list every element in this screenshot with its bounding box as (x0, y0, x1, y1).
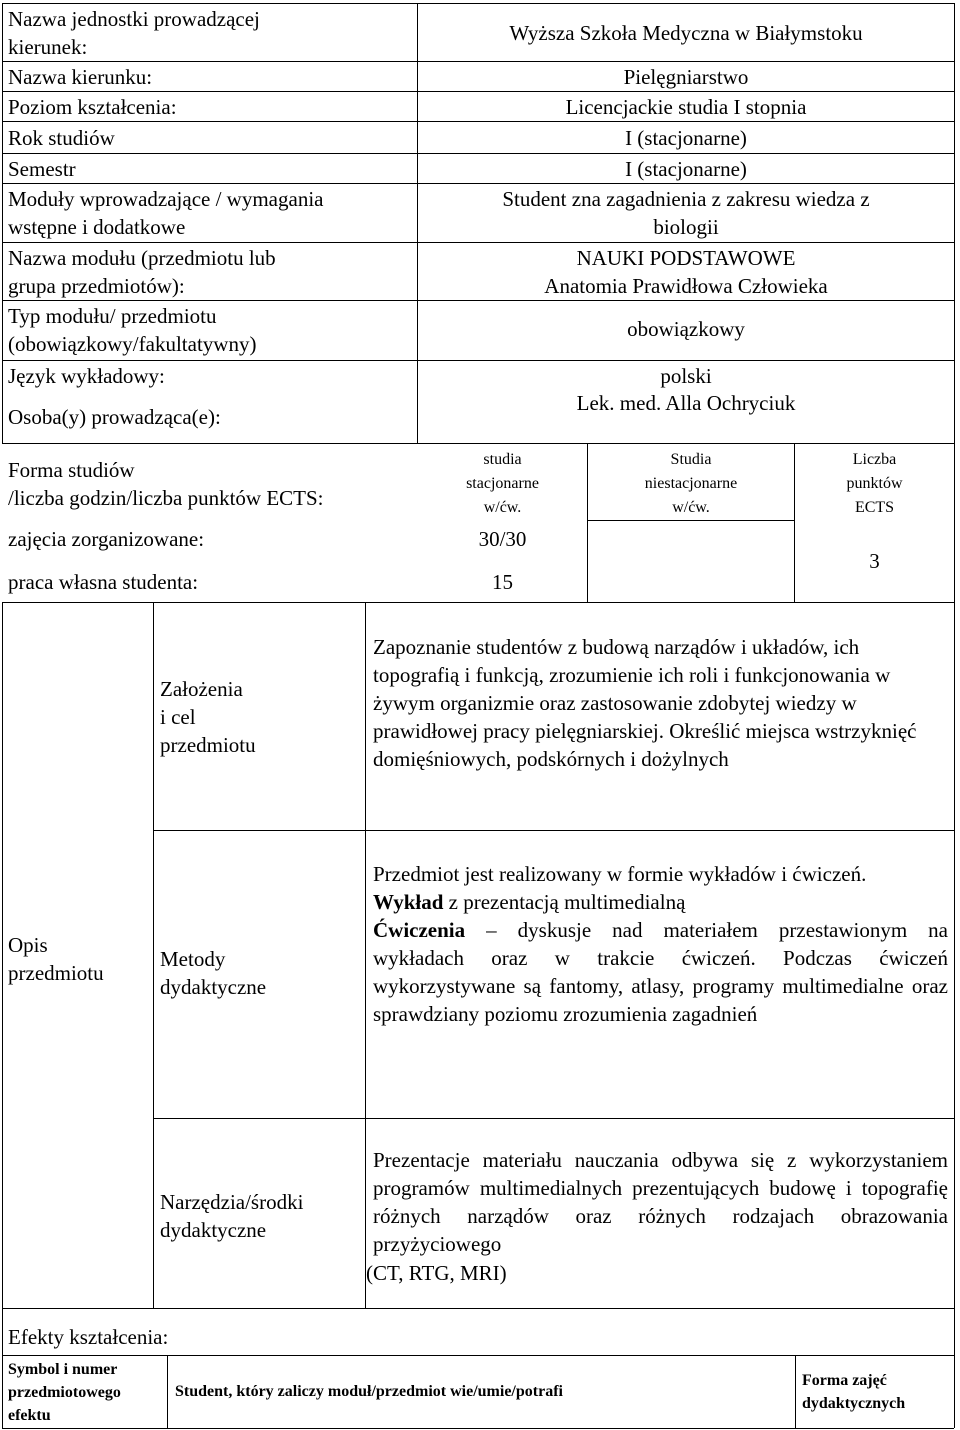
metody-cw-rest: – dyskusje nad materiałem przestawionym na wykładach oraz w trakcie ćwiczeń. Podczas ćwiczeń wykorzystywane są fantomy, atlasy, programy multimedialne oraz sprawdziany poziomu zrozumienia zagadnień (373, 918, 948, 1026)
col-header-student: Student, który zaliczy moduł/przedmiot wie/umie/potrafi (175, 1383, 563, 1400)
forma-vline-right (954, 443, 955, 602)
col-header-ects: Liczba punktów ECTS (846, 451, 903, 516)
opis-vline (153, 602, 154, 1308)
efekty-vline (167, 1355, 168, 1428)
metody-label: Metody dydaktyczne (160, 947, 267, 999)
efekty-vline (795, 1355, 796, 1428)
row-divider (2, 91, 954, 92)
value-poziom: Licencjackie studia I stopnia (565, 95, 807, 119)
zalozenia-text: Zapoznanie studentów z budową narządów i układów, ich topografią i funkcją, zrozumienie ich roli i funkcjonowania w żywym organizmie oraz zastosowanie zdobytej wiedzy w prawidłowej pracy pielęgniarskiej. Określić miejsca wstrzyknięć domięśniowych, podskórnych i dożylnych (373, 635, 917, 771)
row-divider (2, 61, 954, 62)
efekty-border-right (954, 1308, 955, 1428)
label-jednostka: Nazwa jednostki prowadzącej kierunek: (8, 7, 260, 59)
row-divider (2, 443, 954, 444)
row-divider (2, 360, 954, 361)
praca-value: 15 (492, 570, 513, 594)
efekty-divider (2, 1355, 954, 1356)
opis-label: Opis przedmiotu (8, 933, 104, 985)
col-header-niestacjonarne: Studia niestacjonarne w/ćw. (644, 451, 738, 516)
narzedzia-label: Narzędzia/środki dydaktyczne (160, 1190, 304, 1242)
value-rok: I (stacjonarne) (625, 126, 747, 150)
zajecia-label: zajęcia zorganizowane: (8, 527, 205, 551)
label-jezyk: Język wykładowy: (8, 364, 165, 388)
table-border-left (2, 3, 3, 443)
value-osoba: Lek. med. Alla Ochryciuk (576, 391, 796, 415)
value-wymagania: Student zna zagadnienia z zakresu wiedza z biologii (502, 187, 870, 239)
metody-text (373, 860, 948, 1028)
efekty-label: Efekty kształcenia: (8, 1325, 169, 1349)
label-rok: Rok studiów (8, 126, 115, 150)
zalozenia-label: Założenia i cel przedmiotu (160, 677, 256, 757)
opis-vline (365, 602, 366, 1308)
praca-label: praca własna studenta: (8, 570, 199, 594)
label-osoba: Osoba(y) prowadząca(e): (8, 405, 221, 429)
narzedzia-last: (CT, RTG, MRI) (366, 1261, 507, 1285)
forma-divider (587, 520, 794, 521)
value-kierunek: Pielęgniarstwo (623, 65, 749, 89)
value-jednostka: Wyższa Szkoła Medyczna w Białymstoku (509, 21, 863, 45)
opis-border-right (954, 602, 955, 1308)
metody-cw-bold: Ćwiczenia (373, 918, 466, 942)
value-jezyk: polski (660, 364, 712, 388)
efekty-border-left (2, 1308, 3, 1428)
row-divider (2, 121, 954, 122)
efekty-bottom-border (2, 1428, 954, 1429)
label-kierunek: Nazwa kierunku: (8, 65, 153, 89)
row-divider (2, 183, 954, 184)
opis-row-divider (153, 830, 954, 831)
opis-row-divider (153, 1118, 954, 1119)
narzedzia-text: Prezentacje materiału nauczania odbywa się z wykorzystaniem programów multimedialnych prezentujących budowę i topografię różnych narządów oraz różnych rodzajach obrazowania przyżyciowego (373, 1148, 948, 1256)
col-header-forma: Forma zajęć dydaktycznych (802, 1372, 906, 1412)
label-semestr: Semestr (8, 157, 76, 181)
label-typ-modulu: Typ modułu/ przedmiotu (obowiązkowy/fakultatywny) (8, 304, 257, 356)
value-semestr: I (stacjonarne) (625, 157, 747, 181)
table-border-top (2, 3, 954, 4)
value-typ-modulu: obowiązkowy (627, 317, 745, 341)
label-wymagania: Moduły wprowadzające / wymagania wstępne i dodatkowe (8, 187, 324, 239)
col-header-stacjonarne: studia stacjonarne w/ćw. (466, 451, 539, 516)
forma-bottom-border (2, 602, 954, 603)
table-border-right (954, 3, 955, 443)
metody-wyklad-rest: z prezentacją multimedialną (443, 890, 686, 914)
zajecia-value: 30/30 (478, 527, 527, 551)
label-nazwa-modulu: Nazwa modułu (przedmiotu lub grupa przedmiotów): (8, 246, 276, 298)
metody-wyklad-bold: Wykład (373, 890, 444, 914)
value-nazwa-modulu: NAUKI PODSTAWOWE Anatomia Prawidłowa Człowieka (544, 246, 828, 298)
row-divider (2, 242, 954, 243)
opis-bottom-border (2, 1308, 954, 1309)
ects-value: 3 (869, 549, 880, 573)
col-header-symbol: Symbol i numer przedmiotowego efektu (8, 1361, 121, 1424)
row-divider (2, 300, 954, 301)
metody-intro: Przedmiot jest realizowany w formie wykładów i ćwiczeń. (373, 862, 867, 886)
opis-border-left (2, 602, 3, 1308)
label-poziom: Poziom kształcenia: (8, 95, 177, 119)
forma-label: Forma studiów /liczba godzin/liczba punktów ECTS: (8, 458, 324, 510)
row-divider (2, 153, 954, 154)
